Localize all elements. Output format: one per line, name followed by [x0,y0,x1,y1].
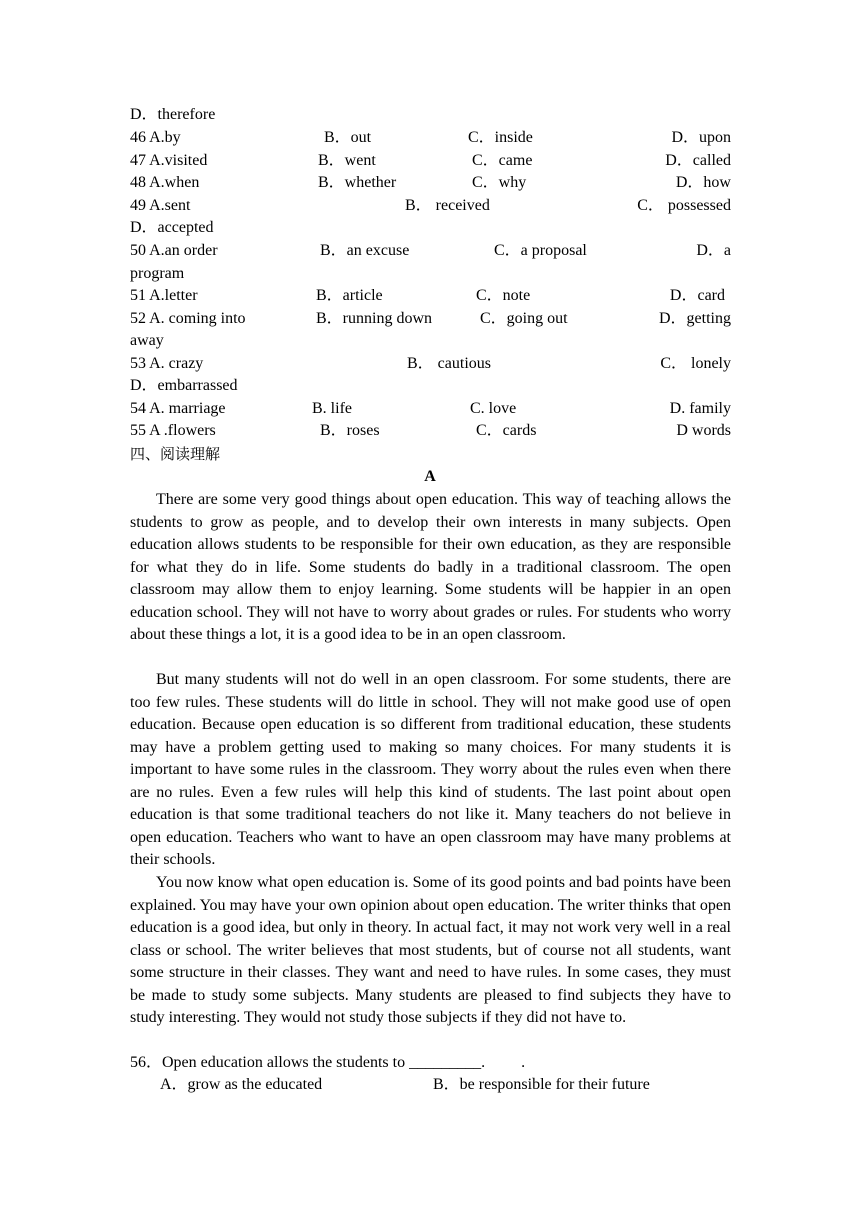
q49-option-c: C． possessed [637,196,731,214]
q52-option-b: B．running down [316,309,433,327]
q52-option-d: D．getting [659,309,731,327]
q55-option-b: B．roses [320,422,380,439]
q51-option-c: C．note [476,287,531,304]
q53-option-a: 53 A. crazy [130,354,204,372]
question-48 [130,172,731,195]
passage-title: A [424,468,436,485]
q50-option-d: D．a [696,241,731,259]
q49-option-b: B． received [405,196,490,214]
q46-option-c: C．inside [468,129,533,146]
q55-option-d: D words [676,422,731,439]
q55-option-a: 55 A .flowers [130,422,216,439]
q54-option-d: D. family [669,399,731,417]
q56-option-b: B．be responsible for their future [433,1076,650,1093]
q47-option-d: D．called [665,151,731,169]
q52-option-a: 52 A. coming into [130,309,246,327]
q48-option-a: 48 A.when [130,174,200,191]
question-52 [130,308,731,331]
question-51 [130,285,731,308]
question-47 [130,150,731,173]
question-54 [130,398,731,421]
q47-option-c: C．came [472,151,533,169]
q54-option-a: 54 A. marriage [130,399,226,417]
q46-option-b: B．out [324,129,372,146]
q53-option-b: B． cautious [407,354,491,372]
q51-option-a: 51 A.letter [130,287,198,304]
paragraph-3: You now know what open education is. Some of its good points and bad points have been explained. You may have your own opinion about open education. The writer thinks that open education is a good idea, but only in theory. In actual fact, it may not work very well in a real class or school. The writer believes that most students, but of course not all students, want some structure in their classes. They want and need to have rules. In some cases, they must be made to study some subjects. Many students are pleased to find subjects they have to study interesting. They would not study those subjects if they did not have to. [130,874,731,1026]
q49-option-a: 49 A.sent [130,196,191,214]
q50-option-b: B．an excuse [320,241,410,259]
q50-option-c: C．a proposal [494,241,587,259]
question-53 [130,353,731,376]
q53-option-c: C． lonely [660,354,731,372]
q46-option-a: 46 A.by [130,129,181,146]
q56-option-a: A．grow as the educated [160,1076,323,1093]
q48-option-c: C．why [472,174,527,191]
q48-option-d: D．how [675,174,731,191]
paragraph-1: There are some very good things about open education. This way of teaching allows the students to grow as people, and to develop their own interests in many subjects. Open education allows students to be responsible for their own education, as they are responsible for what they do in life. Some students do badly in a traditional classroom. The open classroom may allow them to enjoy learning. Some students will be happier in an open education school. They will not have to worry about grades or rules. For students who worry about these things a lot, it is a good idea to be in an open classroom. [130,491,731,643]
q56-stem: 56．Open education allows the students to _________. . [130,1054,526,1071]
question-46 [130,127,731,150]
q50-option-a: 50 A.an order [130,241,218,259]
q54-option-c: C. love [470,399,517,417]
q53-option-d: D．embarrassed [130,377,238,394]
q48-option-b: B．whether [318,174,397,191]
q47-option-a: 47 A.visited [130,151,208,169]
section-heading: 四、阅读理解 [130,444,221,463]
q51-option-d: D．card [669,287,725,304]
q52-option-d-cont: away [130,332,164,349]
q46-option-d: D．upon [671,129,731,146]
q45-option-d: D．therefore [130,106,216,123]
q50-option-d-cont: program [130,265,185,282]
paragraph-2: But many students will not do well in an open classroom. For some students, there are too few rules. These students will do little in school. They will not make good use of open education. Because open education is so different from traditional education, these students may have a problem getting used to making so many choices. For many students it is important to have some rules in the classroom. They worry about the rules even when there are no rules. Even a few rules will help this kind of students. The last point about open education is that some traditional teachers do not like it. Many teachers do not believe in open education. Teachers who want to have an open classroom may have many problems at their schools. [130,671,731,868]
q52-option-c: C．going out [480,309,568,327]
question-49 [130,195,731,218]
q54-option-b: B. life [312,399,352,417]
q51-option-b: B．article [316,287,383,304]
question-55 [130,420,731,443]
q55-option-c: C．cards [476,422,537,439]
q47-option-b: B．went [318,151,376,169]
question-50 [130,240,731,263]
q49-option-d: D．accepted [130,219,214,236]
